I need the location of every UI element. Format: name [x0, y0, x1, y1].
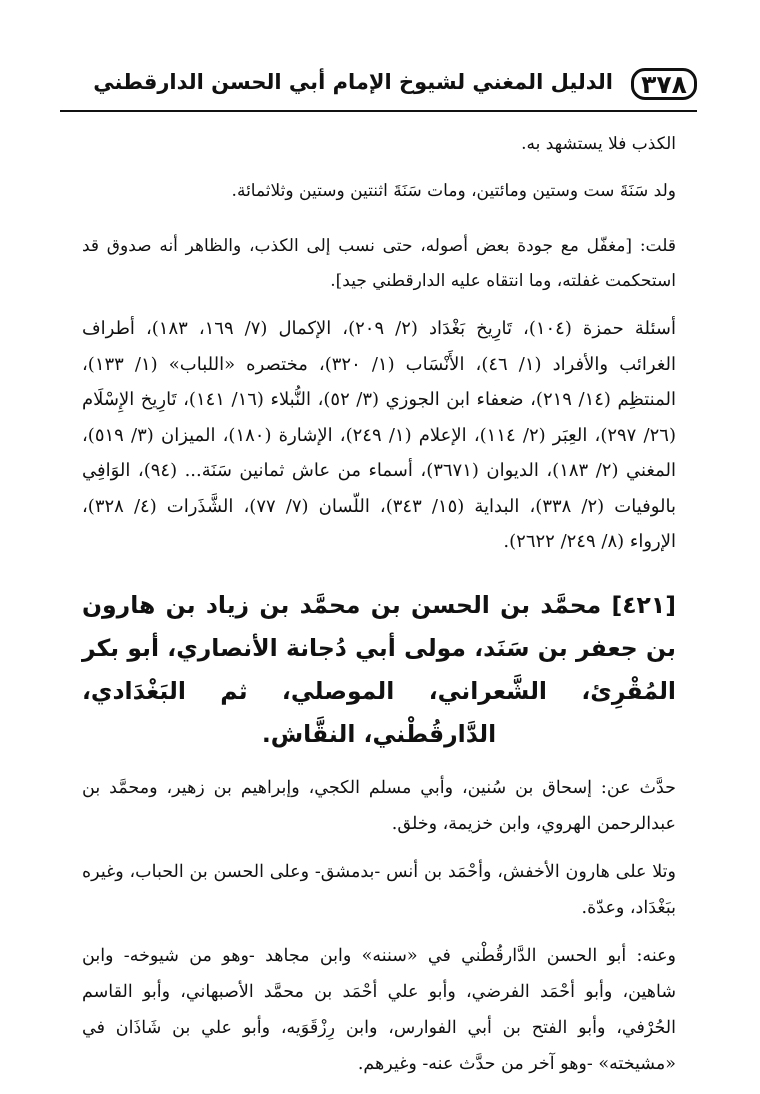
students-paragraph: وعنه: أبو الحسن الدَّارقُطْني في «سننه» وابن مجاهد -وهو من شيوخه- وابن شاهين، وأبو أحْمَد الفرضي، وأبو علي أحْمَد بن محمَّد الأصبهاني، وأبو القاسم الحُرْفي، وأبو الفتح بن أبي الفوارس، وابن رِزْقَوَيه، وأبو علي بن شَاذَان في «مشيخته» -وهو آخر من حدَّث عنه- وغيرهم.	[82, 945, 676, 1074]
text-line: الكذب فلا يستشهد به.	[521, 134, 676, 154]
running-title: الدليل المغني لشيوخ الإمام أبي الحسن الدارقطني	[93, 70, 613, 94]
birth-death-line: ولد سَنَةَ ست وستين ومائتين، ومات سَنَةَ اثنتين وستين وثلاثمائة.	[231, 181, 676, 201]
references-paragraph: أسئلة حمزة (١٠٤)، تَارِيخ بَغْدَاد (٢/ ٢٠٩)، الإكمال (٧/ ١٦٩، ١٨٣)، أطراف الغرائب والأفراد (١/ ٤٦)، الأَنْسَاب (١/ ٣٢٠)، مختصره «اللباب» (١/ ١٣٣)، المنتظِم (١٤/ ٢١٩)، ضعفاء ابن الجوزي (٣/ ٥٢)، النُّبلاء (١٦/ ١٤١)، تَارِيخ الإِسْلَام (٢٦/ ٢٩٧)، العِبَر (٢/ ١١٤)، الإعلام (١/ ٢٤٩)، الإشارة (١٨٠)، الميزان (٣/ ٥١٩)، المغني (٢/ ١٨٣)، الديوان (٣٦٧١)، أسماء من عاش ثمانين سَنَة... (٩٤)، الوَافِي بالوفيات (٢/ ٣٣٨)، البداية (١٥/ ٣٤٣)، اللّسان (٧/ ٧٧)، الشَّذَرات (٤/ ٣٢٨)، الإرواء (٨/ ٢٤٩/ ٢٦٢٢).	[82, 318, 677, 552]
editor-note: قلت: [مغفّل مع جودة بعض أصوله، حتى نسب إلى الكذب، والظاهر أنه صدوق قد استحكمت غفلته، وما انتقاه عليه الدارقطني جيد].	[82, 236, 676, 291]
previous-entry-continuation	[82, 127, 676, 299]
header-rule	[60, 110, 697, 112]
page-header	[60, 66, 697, 114]
page-number: ٣٧٨	[631, 68, 697, 100]
page-body	[82, 127, 676, 1094]
entry-title: [٤٢١] محمَّد بن الحسن بن محمَّد بن زياد بن هارون بن جعفر بن سَنَد، مولى أبي دُجانة الأنصاري، أبو بكر المُقْرِئ، الشَّعراني، الموصلي، ثم البَغْدَادي، الدَّارقُطْني، النقَّاش.	[82, 590, 676, 748]
recited-to-paragraph: وتلا على هارون الأخفش، وأحْمَد بن أنس -بدمشق- وعلى الحسن بن الحباب، وغيره ببَغْدَاد، وعدّة.	[82, 861, 676, 918]
narrated-from-paragraph: حدَّث عن: إسحاق بن سُنين، وأبي مسلم الكجي، وإبراهيم بن زهير، ومحمَّد بن عبدالرحمن الهروي، وابن خزيمة، وخلق.	[82, 777, 676, 834]
